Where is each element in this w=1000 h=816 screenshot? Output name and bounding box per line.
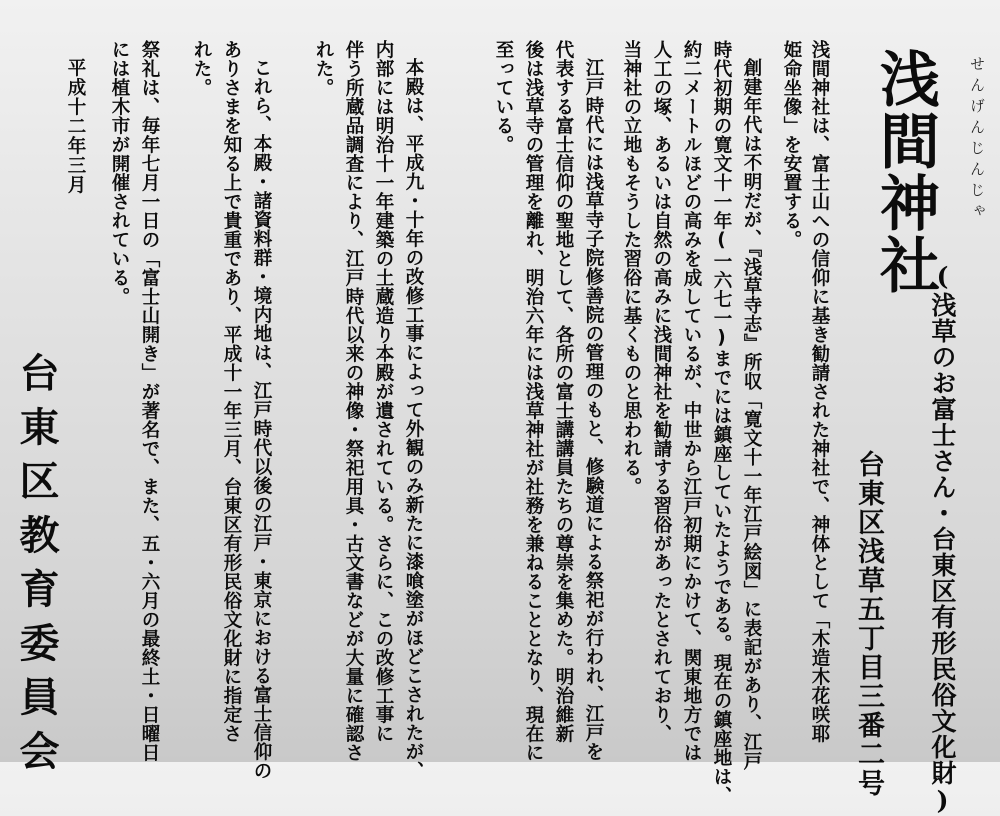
body-line-2: 姫命坐像」を安置する。 [781,40,802,249]
sign-subtitle: (浅草のお富士さん・台東区有形民俗文化財) [928,262,957,816]
sign-title: 浅間神社 [870,48,940,296]
body-line-4: 時代初期の寛文十一年(一六七一)までには鎮座していたようである。現在の鎮座地は、 [711,40,732,805]
body-line-10: 後は浅草寺の管理を離れ、明治六年には浅草神社が社務を兼ねることとなり、現在に [523,40,544,762]
body-line-8: 江戸時代には浅草寺子院修善院の管理のもと、修験道による祭祀が行われ、江戸を [583,58,604,761]
date-line: 平成十二年三月 [65,58,86,195]
body-line-11: 至っている。 [493,40,514,154]
body-line-16: これら、本殿・諸資料群・境内地は、江戸時代以後の江戸・東京における富士信仰の [251,58,272,780]
body-line-7: 当神社の立地もそうした習俗に基くものと思われる。 [621,40,642,496]
body-line-13: 内部には明治十一年建築の土蔵造り本殿が遺されている。さらに、この改修工事に [373,40,394,743]
body-line-14: 伴う所蔵品調査により、江戸時代以来の神像・祭祀用具・古文書などが大量に確認さ [343,40,364,762]
body-line-20: には植木市が開催されている。 [109,40,130,306]
body-line-6: 人工の塚、あるいは自然の高みに浅間神社を勧請する習俗があったとされており、 [651,40,672,743]
body-line-1: 浅間神社は、富士山への信仰に基き勧請された神社で、神体として「木造木花咲耶 [809,40,830,743]
body-line-9: 代表する富士信仰の聖地として、各所の富士講講員たちの尊崇を集めた。明治維新 [553,40,574,743]
body-line-15: れた。 [313,40,334,97]
title-furigana: せんげんじんじゃ [968,56,986,224]
body-line-17: ありさまを知る上で貴重であり、平成十一年三月、台東区有形民俗文化財に指定さ [221,40,242,743]
body-line-5: 約二メートルほどの高みを成しているが、中世から江戸初期にかけて、関東地方では [681,40,702,762]
issuer-name: 台東区教育委員会 [13,352,59,784]
body-line-18: れた。 [191,40,212,97]
body-line-12: 本殿は、平成九・十年の改修工事によって外観のみ新たに漆喰塗がほどこされたが、 [403,58,424,780]
body-line-19: 祭礼は、毎年七月一日の「富士山開き」が著名で、また、五・六月の最終土・日曜日 [139,40,160,762]
sign-address: 台東区浅草五丁目三番二号 [853,450,884,798]
body-line-3: 創建年代は不明だが、『浅草寺志』所収「寛文十一年江戸絵図」に表記があり、江戸 [741,58,762,771]
